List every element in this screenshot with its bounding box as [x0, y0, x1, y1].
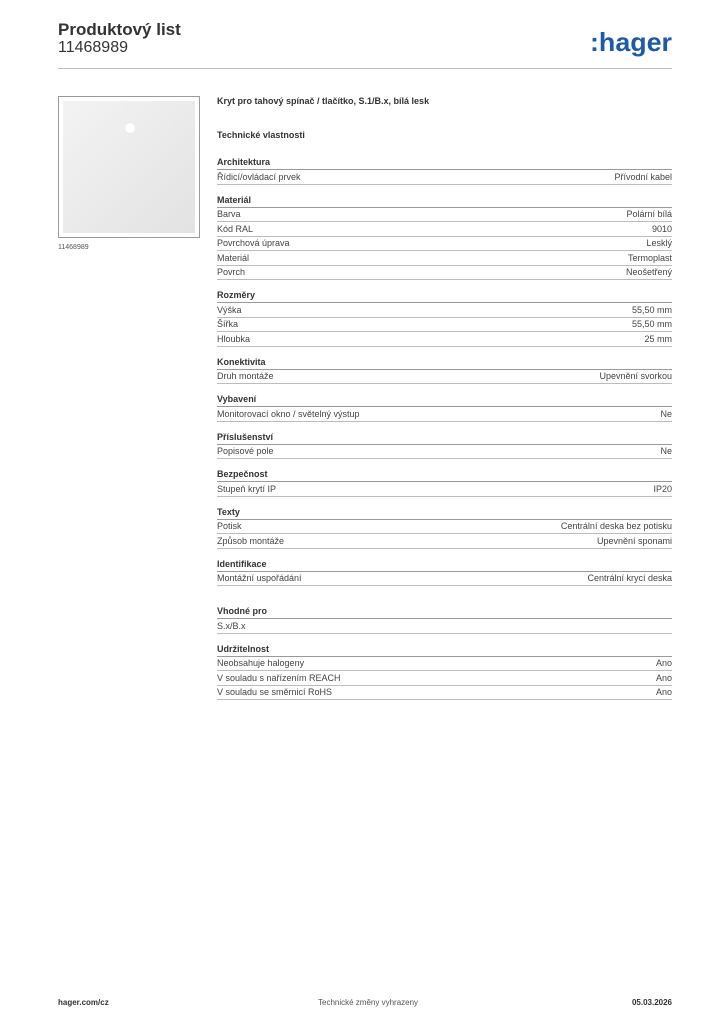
spec-row — [217, 266, 672, 281]
spec-value: Neošetřený — [625, 267, 672, 278]
spec-group-title: Bezpečnost — [217, 469, 268, 479]
spec-row — [217, 686, 672, 701]
cover-plate-picture — [63, 101, 195, 233]
spec-value: Centrální krycí deska — [587, 573, 672, 584]
spec-row — [217, 318, 672, 333]
spec-label: Kód RAL — [217, 223, 254, 234]
spec-label: Montážní uspořádání — [217, 573, 302, 584]
spec-group — [217, 194, 672, 281]
spec-value: 9010 — [651, 223, 672, 234]
spec-value: 25 mm — [644, 333, 672, 344]
spec-label: Výška — [217, 304, 242, 315]
spec-row — [217, 237, 672, 252]
product-number: 11468989 — [58, 39, 128, 56]
spec-row — [217, 222, 672, 237]
spec-row — [217, 303, 672, 318]
spec-value: IP20 — [653, 483, 672, 494]
spec-row — [217, 251, 672, 266]
spec-row — [217, 445, 672, 460]
spec-value: Přívodní kabel — [614, 171, 672, 182]
spec-group-title: Vybavení — [217, 394, 257, 404]
spec-group — [217, 156, 672, 185]
spec-group-title: Konektivita — [217, 356, 266, 367]
spec-group-title: Architektura — [217, 157, 271, 167]
spec-group-title: Identifikace — [217, 558, 267, 569]
spec-value: Ne — [660, 446, 672, 457]
spec-label: Povrch — [217, 267, 246, 278]
spec-row — [217, 332, 672, 347]
spec-group-title: Texty — [217, 506, 240, 517]
spec-group-title: Rozměry — [217, 290, 256, 300]
spec-label: Povrchová úprava — [217, 238, 290, 249]
spec-value: Ano — [655, 658, 672, 669]
spec-label: Neobsahuje halogeny — [217, 658, 305, 669]
product-image-caption: 11468989 — [58, 244, 89, 251]
spec-row — [217, 534, 672, 549]
spec-label: Řídicí/ovládací prvek — [217, 171, 301, 182]
spec-value: Centrální deska bez potisku — [560, 521, 672, 532]
spec-group — [217, 431, 672, 460]
spec-row — [217, 170, 672, 185]
spec-row — [217, 208, 672, 223]
product-image — [58, 96, 200, 238]
spec-value: 55,50 mm — [631, 319, 672, 330]
spec-value: Polární bílá — [626, 209, 672, 220]
spec-group — [217, 393, 672, 422]
spec-label: Způsob montáže — [217, 535, 285, 546]
spec-label: Potisk — [217, 521, 242, 532]
spec-label: Popisové pole — [217, 446, 274, 457]
spec-group — [217, 468, 672, 497]
spec-row — [217, 619, 672, 634]
footer-notice: Technické změny vyhrazeny — [318, 998, 419, 1007]
footer-website[interactable]: hager.com/cz — [58, 998, 109, 1007]
spec-label: V souladu s nařízením REACH — [217, 672, 341, 683]
spec-label: Stupeň krytí IP — [217, 483, 277, 494]
cord-hole — [124, 122, 136, 134]
page-title: Produktový list — [58, 20, 181, 39]
spec-value: Termoplast — [627, 252, 672, 263]
spec-table — [217, 156, 672, 709]
hager-logo-text: :hager — [590, 27, 672, 57]
spec-label: Druh montáže — [217, 371, 274, 382]
spec-group — [217, 289, 672, 347]
spec-value: Upevnění sponami — [596, 535, 672, 546]
spec-label: V souladu se směrnicí RoHS — [217, 687, 333, 698]
spec-group-title: Materiál — [217, 194, 252, 205]
spec-value: Upevnění svorkou — [599, 371, 672, 382]
spec-value: Ne — [660, 408, 672, 419]
technical-properties-heading: Technické vlastnosti — [217, 130, 305, 140]
spec-group-title: Vhodné pro — [217, 606, 267, 616]
spec-value: 55,50 mm — [631, 304, 672, 315]
spec-row — [217, 572, 672, 587]
spec-group — [217, 506, 672, 549]
spec-group-title: Udržitelnost — [217, 643, 270, 654]
spec-label: Šířka — [217, 319, 239, 330]
spec-value: Lesklý — [646, 238, 672, 249]
spec-label: Materiál — [217, 252, 250, 263]
spec-group — [217, 643, 672, 701]
spec-row — [217, 407, 672, 422]
spec-row — [217, 482, 672, 497]
spec-label: Monitorovací okno / světelný výstup — [217, 408, 360, 419]
spec-row — [217, 671, 672, 686]
footer-date: 05.03.2026 — [631, 998, 672, 1007]
hager-logo — [590, 24, 680, 60]
spec-group-title: Příslušenství — [217, 431, 274, 442]
spec-row — [217, 520, 672, 535]
header-divider — [58, 68, 672, 69]
spec-row — [217, 370, 672, 385]
spec-label: S.x/B.x — [217, 620, 246, 631]
spec-label: Hloubka — [217, 333, 251, 344]
spec-group — [217, 558, 672, 587]
spec-group — [217, 605, 672, 634]
spec-row — [217, 657, 672, 672]
product-name: Kryt pro tahový spínač / tlačítko, S.1/B.x, bílá lesk — [217, 96, 430, 106]
spec-label: Barva — [217, 209, 241, 220]
spec-value: Ano — [655, 672, 672, 683]
spec-group — [217, 356, 672, 385]
spec-value: Ano — [655, 687, 672, 698]
